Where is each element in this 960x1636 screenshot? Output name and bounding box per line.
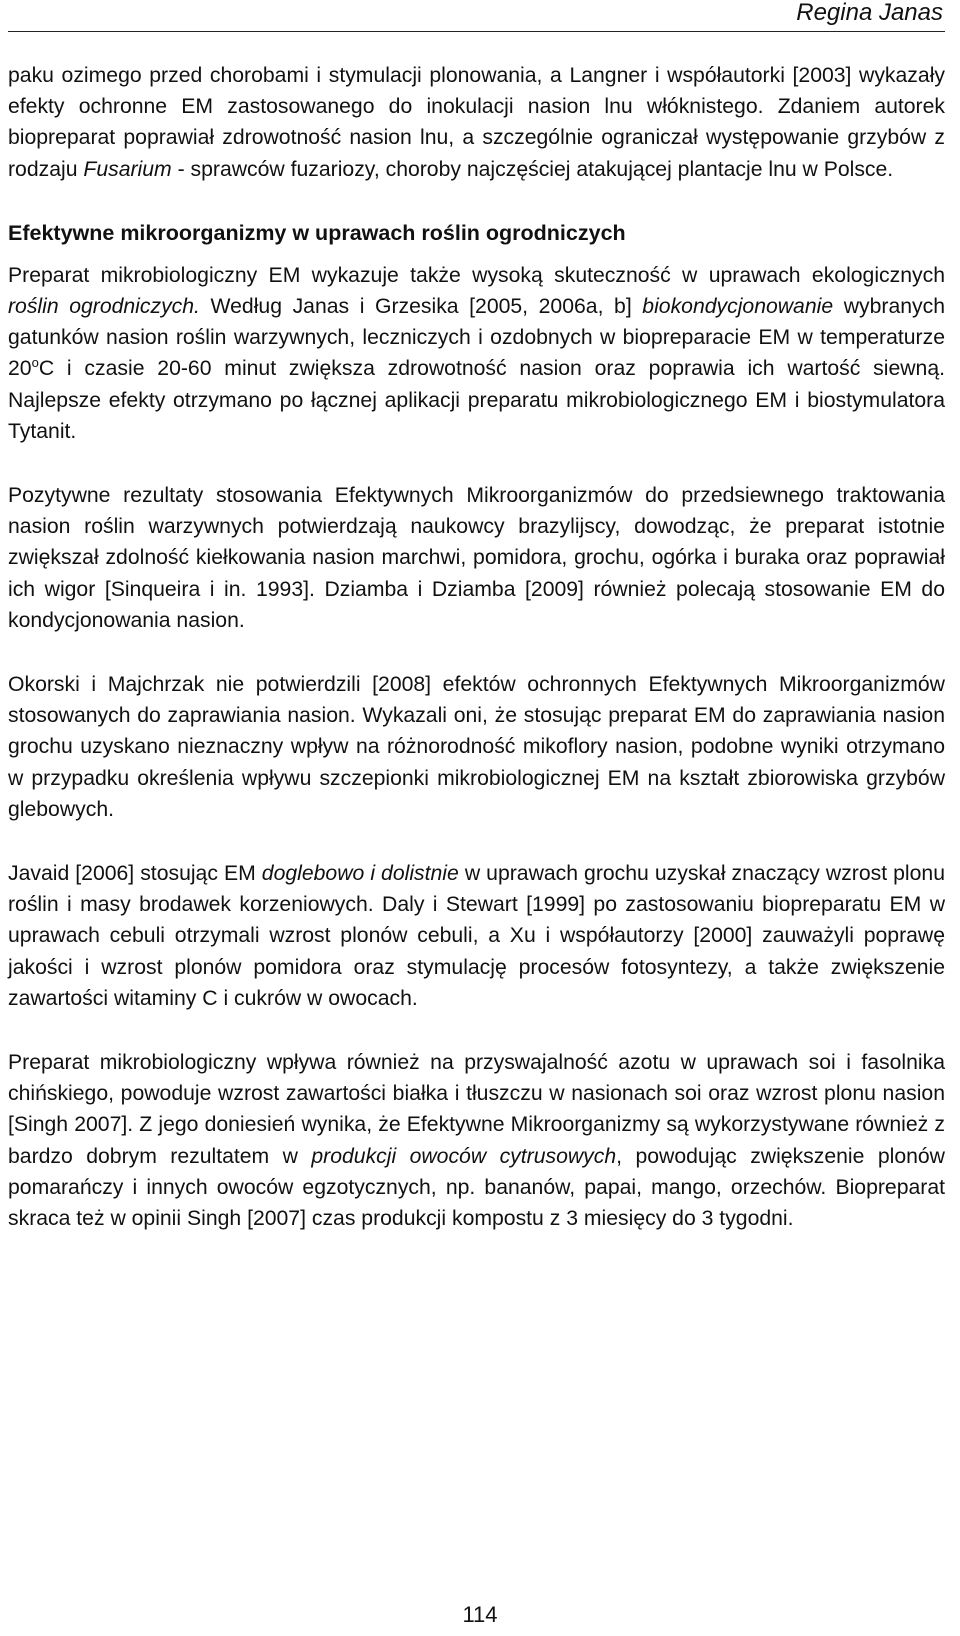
paragraph-6-italic: produkcji owoców cytrusowych: [311, 1144, 617, 1168]
paragraph-2: [8, 260, 945, 447]
paragraph-4: Okorski i Majchrzak nie potwierdzili [2008] efektów ochronnych Efektywnych Mikroorganizmów stosowanych do zaprawiania nasion. Wykazali oni, że stosując preparat EM do zaprawiania nasion grochu uzyskano nieznaczny wpływ na różnorodność mikoflory nasion, podobne wyniki otrzymano w przypadku określenia wpływu szczepionki mikrobiologicznej EM na kształt zbiorowiska grzybów glebowych.: [8, 673, 945, 821]
paragraph-6-text-a: Preparat mikrobiologiczny wpływa również na przyswajalność azotu w uprawach soi i fasolnika chińskiego, powoduje wzrost zawartości białka i tłuszczu w nasionach soi oraz wzrost plonu nasion [Singh 2007]. Z jego doniesień wynika, że Efektywne Mikroorganizmy są wykorzystywane również z bardzo dobrym rezultatem w: [8, 1051, 945, 1168]
paragraph-6: [8, 1047, 945, 1234]
degree-superscript: o: [31, 355, 39, 371]
paragraph-2-text-a: Preparat mikrobiologiczny EM wykazuje także wysoką skuteczność w uprawach ekologicznych: [8, 263, 945, 287]
paragraph-2-text-d: C i czasie 20-60 minut zwiększa zdrowotność nasion oraz poprawia ich wartość siewną. Najlepsze efekty otrzymano po łącznej aplikacji preparatu mikrobiologicznego EM i biostymulatora Tytanit.: [8, 357, 945, 443]
paragraph-5: [8, 858, 945, 1014]
paragraph-1-italic-fusarium: Fusarium: [83, 157, 172, 181]
paragraph-6-text-b: , powodując zwiększenie plonów pomarańczy i innych owoców egzotycznych, np. bananów, papai, mango, orzechów. Biopreparat skraca też w opinii Singh [2007] czas produkcji kompostu z 3 miesięcy do 3 tygodni.: [8, 1144, 945, 1231]
running-head: Regina Janas: [796, 0, 943, 26]
header-rule: [8, 31, 945, 32]
section-heading: Efektywne mikroorganizmy w uprawach roślin ogrodniczych: [8, 220, 626, 245]
paragraph-5-italic: doglebowo i dolistnie: [261, 862, 459, 886]
paragraph-1: [8, 60, 945, 185]
paragraph-1-text-a: paku ozimego przed chorobami i stymulacji plonowania, a Langner i współautorki [2003] wykazały efekty ochronne EM zastosowanego do inokulacji nasion lnu włóknistego. Zdaniem autorek biopreparat poprawiał zdrowotność nasion lnu, a szczególnie ograniczał występowanie grzybów z rodzaju: [8, 64, 945, 181]
paragraph-2-text-c: wybranych gatunków nasion roślin warzywnych, leczniczych i ozdobnych w biopreparacie EM w temperaturze 20: [8, 295, 945, 381]
body-text: [8, 60, 945, 1234]
paragraph-5-text-b: w uprawach grochu uzyskał znaczący wzrost plonu roślin i masy brodawek korzeniowych. Daly i Stewart [1999] po zastosowaniu biopreparatu EM w uprawach cebuli otrzymali wzrost plonów cebuli, a Xu i współautorzy [2000] zauważyli poprawę jakości i wzrost plonów pomidora oraz stymulację procesów fotosyntezy, a także zwiększenie zawartości witaminy C i cukrów w owocach.: [8, 862, 945, 1010]
paragraph-2-italic-b: biokondycjonowanie: [642, 295, 834, 319]
paragraph-2-text-b: Według Janas i Grzesika [2005, 2006a, b]: [199, 295, 643, 319]
paragraph-2-italic-a: roślin ogrodniczych.: [8, 295, 200, 319]
page-number: 114: [462, 1602, 498, 1627]
paragraph-3: Pozytywne rezultaty stosowania Efektywnych Mikroorganizmów do przedsiewnego traktowania nasion roślin warzywnych potwierdzają naukowcy brazylijscy, dowodząc, że preparat istotnie zwiększał zdolność kiełkowania nasion marchwi, pomidora, grochu, ogórka i buraka oraz poprawiał ich wigor [Sinqueira i in. 1993]. Dziamba i Dziamba [2009] również polecają stosowanie EM do kondycjonowania nasion.: [8, 484, 945, 632]
paragraph-5-text-a: Javaid [2006] stosując EM: [8, 862, 262, 886]
paragraph-1-text-b: - sprawców fuzariozy, choroby najczęściej atakującej plantacje lnu w Polsce.: [171, 157, 894, 181]
